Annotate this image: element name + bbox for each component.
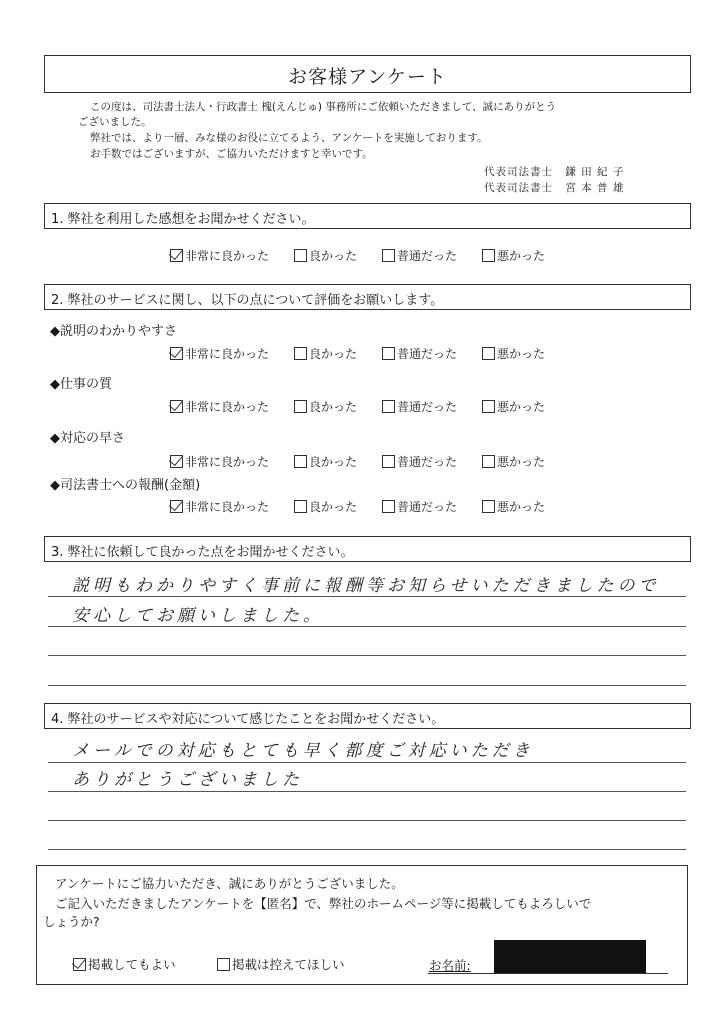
- rating-option-good[interactable]: [294, 453, 357, 470]
- rating-option-label: 悪かった: [497, 249, 546, 263]
- answer-rule: [48, 791, 686, 792]
- rating-option-label: 悪かった: [497, 455, 546, 469]
- rating-option-label: 普通だった: [397, 455, 458, 469]
- redacted-name: [494, 940, 646, 974]
- rating-option-very-good[interactable]: [170, 345, 269, 362]
- rating-option-good[interactable]: [294, 247, 357, 264]
- question-1-text: 1. 弊社を利用した感想をお聞かせください。: [51, 212, 315, 227]
- signature-2: [484, 180, 624, 195]
- question-4-box: [44, 703, 691, 729]
- rating-option-label: 非常に良かった: [185, 455, 270, 469]
- rating-checkbox[interactable]: [170, 455, 183, 468]
- rating-option-average[interactable]: [382, 398, 457, 415]
- rating-option-average[interactable]: [382, 345, 457, 362]
- signature-1-role: 代表司法書士: [484, 166, 553, 178]
- rating-option-label: 悪かった: [497, 347, 546, 361]
- publish-allow-checkbox[interactable]: [73, 958, 86, 971]
- rating-option-very-good[interactable]: [170, 453, 269, 470]
- rating-option-very-good[interactable]: [170, 398, 269, 415]
- survey-title-box: [44, 55, 691, 93]
- signature-1: [484, 164, 624, 179]
- rating-checkbox[interactable]: [382, 347, 395, 360]
- q2-item-label: ◆説明のわかりやすさ: [50, 324, 177, 339]
- rating-option-label: 良かった: [309, 500, 358, 514]
- q2-item-label: ◆司法書士への報酬(金額): [50, 478, 201, 493]
- answer-rule: [48, 849, 686, 850]
- rating-option-bad[interactable]: [482, 498, 545, 515]
- rating-option-label: 普通だった: [397, 347, 458, 361]
- answer-rule: [48, 596, 686, 597]
- rating-option-label: 非常に良かった: [185, 500, 270, 514]
- rating-option-very-good[interactable]: [170, 498, 269, 515]
- intro-line-2: ございました。: [78, 116, 152, 128]
- rating-option-label: 良かった: [309, 347, 358, 361]
- rating-option-average[interactable]: [382, 453, 457, 470]
- rating-option-good[interactable]: [294, 498, 357, 515]
- q3-answer-line-1[interactable]: 説明もわかりやすく事前に報酬等お知らせいただきましたので: [72, 576, 660, 596]
- answer-rule: [48, 685, 686, 686]
- rating-checkbox[interactable]: [170, 400, 183, 413]
- rating-option-label: 良かった: [309, 400, 358, 414]
- rating-checkbox[interactable]: [482, 347, 495, 360]
- signature-1-name: 鎌 田 紀 子: [565, 166, 625, 178]
- rating-checkbox[interactable]: [482, 249, 495, 262]
- rating-checkbox[interactable]: [382, 400, 395, 413]
- footer-thanks: アンケートにご協力いただき、誠にありがとうございました。: [55, 876, 404, 891]
- footer-question-line-2: しょうか?: [43, 914, 100, 929]
- question-1-box: [44, 203, 691, 229]
- rating-checkbox[interactable]: [482, 455, 495, 468]
- q2-item-1-options: [170, 398, 570, 415]
- q2-item-0-options: [170, 345, 570, 362]
- footer-question-line-1: ご記入いただきましたアンケートを【匿名】で、弊社のホームページ等に掲載してもよろしいで: [55, 896, 592, 911]
- name-field-underline: [428, 973, 668, 974]
- q2-item-label: ◆仕事の質: [50, 377, 112, 392]
- rating-option-label: 普通だった: [397, 400, 458, 414]
- publish-deny-label: 掲載は控えてほしい: [232, 957, 345, 972]
- rating-option-label: 悪かった: [497, 500, 546, 514]
- answer-rule: [48, 655, 686, 656]
- rating-option-label: 良かった: [309, 455, 358, 469]
- q2-item-3-options: [170, 498, 570, 515]
- intro-line-4: お手数ではございますが、ご協力いただけますと幸いです。: [90, 148, 373, 160]
- rating-option-average[interactable]: [382, 498, 457, 515]
- q2-item-2-options: [170, 453, 570, 470]
- answer-rule: [48, 762, 686, 763]
- rating-option-label: 普通だった: [397, 500, 458, 514]
- rating-option-bad[interactable]: [482, 247, 545, 264]
- rating-option-good[interactable]: [294, 398, 357, 415]
- question-1-options: [170, 247, 570, 264]
- rating-checkbox[interactable]: [382, 249, 395, 262]
- intro-line-3: 弊社では、より一層、みな様のお役に立てるよう、アンケートを実施しております。: [90, 132, 488, 144]
- rating-option-label: 非常に良かった: [185, 347, 270, 361]
- survey-title: お客様アンケート: [288, 66, 447, 88]
- rating-option-bad[interactable]: [482, 453, 545, 470]
- rating-option-average[interactable]: [382, 247, 457, 264]
- q4-answer-line-1[interactable]: メールでの対応もとても早く都度ご対応いただき: [72, 741, 534, 761]
- rating-option-bad[interactable]: [482, 398, 545, 415]
- signature-2-role: 代表司法書士: [484, 182, 553, 194]
- rating-checkbox[interactable]: [482, 400, 495, 413]
- rating-checkbox[interactable]: [382, 455, 395, 468]
- rating-checkbox[interactable]: [294, 500, 307, 513]
- rating-option-label: 悪かった: [497, 400, 546, 414]
- rating-option-good[interactable]: [294, 345, 357, 362]
- rating-checkbox[interactable]: [170, 249, 183, 262]
- rating-checkbox[interactable]: [294, 400, 307, 413]
- publish-deny-checkbox[interactable]: [217, 958, 230, 971]
- question-2-text: 2. 弊社のサービスに関し、以下の点について評価をお願いします。: [51, 293, 444, 308]
- rating-checkbox[interactable]: [294, 249, 307, 262]
- publish-allow-option[interactable]: [73, 955, 176, 973]
- rating-checkbox[interactable]: [170, 500, 183, 513]
- q2-item-label: ◆対応の早さ: [50, 431, 125, 446]
- question-3-box: [44, 536, 691, 562]
- rating-option-very-good[interactable]: [170, 247, 269, 264]
- intro-line-1: この度は、司法書士法人・行政書士 槐(えんじゅ) 事務所にご依頼いただきまして、誠にありがとう: [90, 101, 557, 113]
- question-3-text: 3. 弊社に依頼して良かった点をお聞かせください。: [51, 545, 354, 560]
- rating-checkbox[interactable]: [294, 455, 307, 468]
- question-2-box: [44, 284, 691, 310]
- rating-checkbox[interactable]: [294, 347, 307, 360]
- rating-option-label: 非常に良かった: [185, 400, 270, 414]
- rating-checkbox[interactable]: [382, 500, 395, 513]
- rating-checkbox[interactable]: [170, 347, 183, 360]
- q3-answer-line-2[interactable]: 安心してお願いしました。: [72, 606, 324, 626]
- question-4-text: 4. 弊社のサービスや対応について感じたことをお聞かせください。: [51, 712, 445, 727]
- name-label: お名前:: [429, 958, 471, 973]
- q4-answer-line-2[interactable]: ありがとうございました: [72, 770, 303, 790]
- rating-option-bad[interactable]: [482, 345, 545, 362]
- rating-option-label: 普通だった: [397, 249, 458, 263]
- publish-deny-option[interactable]: [217, 955, 345, 973]
- answer-rule: [48, 820, 686, 821]
- rating-checkbox[interactable]: [482, 500, 495, 513]
- rating-option-label: 非常に良かった: [185, 249, 270, 263]
- signature-2-name: 宮 本 普 雄: [565, 182, 625, 194]
- publish-allow-label: 掲載してもよい: [88, 957, 176, 972]
- rating-option-label: 良かった: [309, 249, 358, 263]
- answer-rule: [48, 626, 686, 627]
